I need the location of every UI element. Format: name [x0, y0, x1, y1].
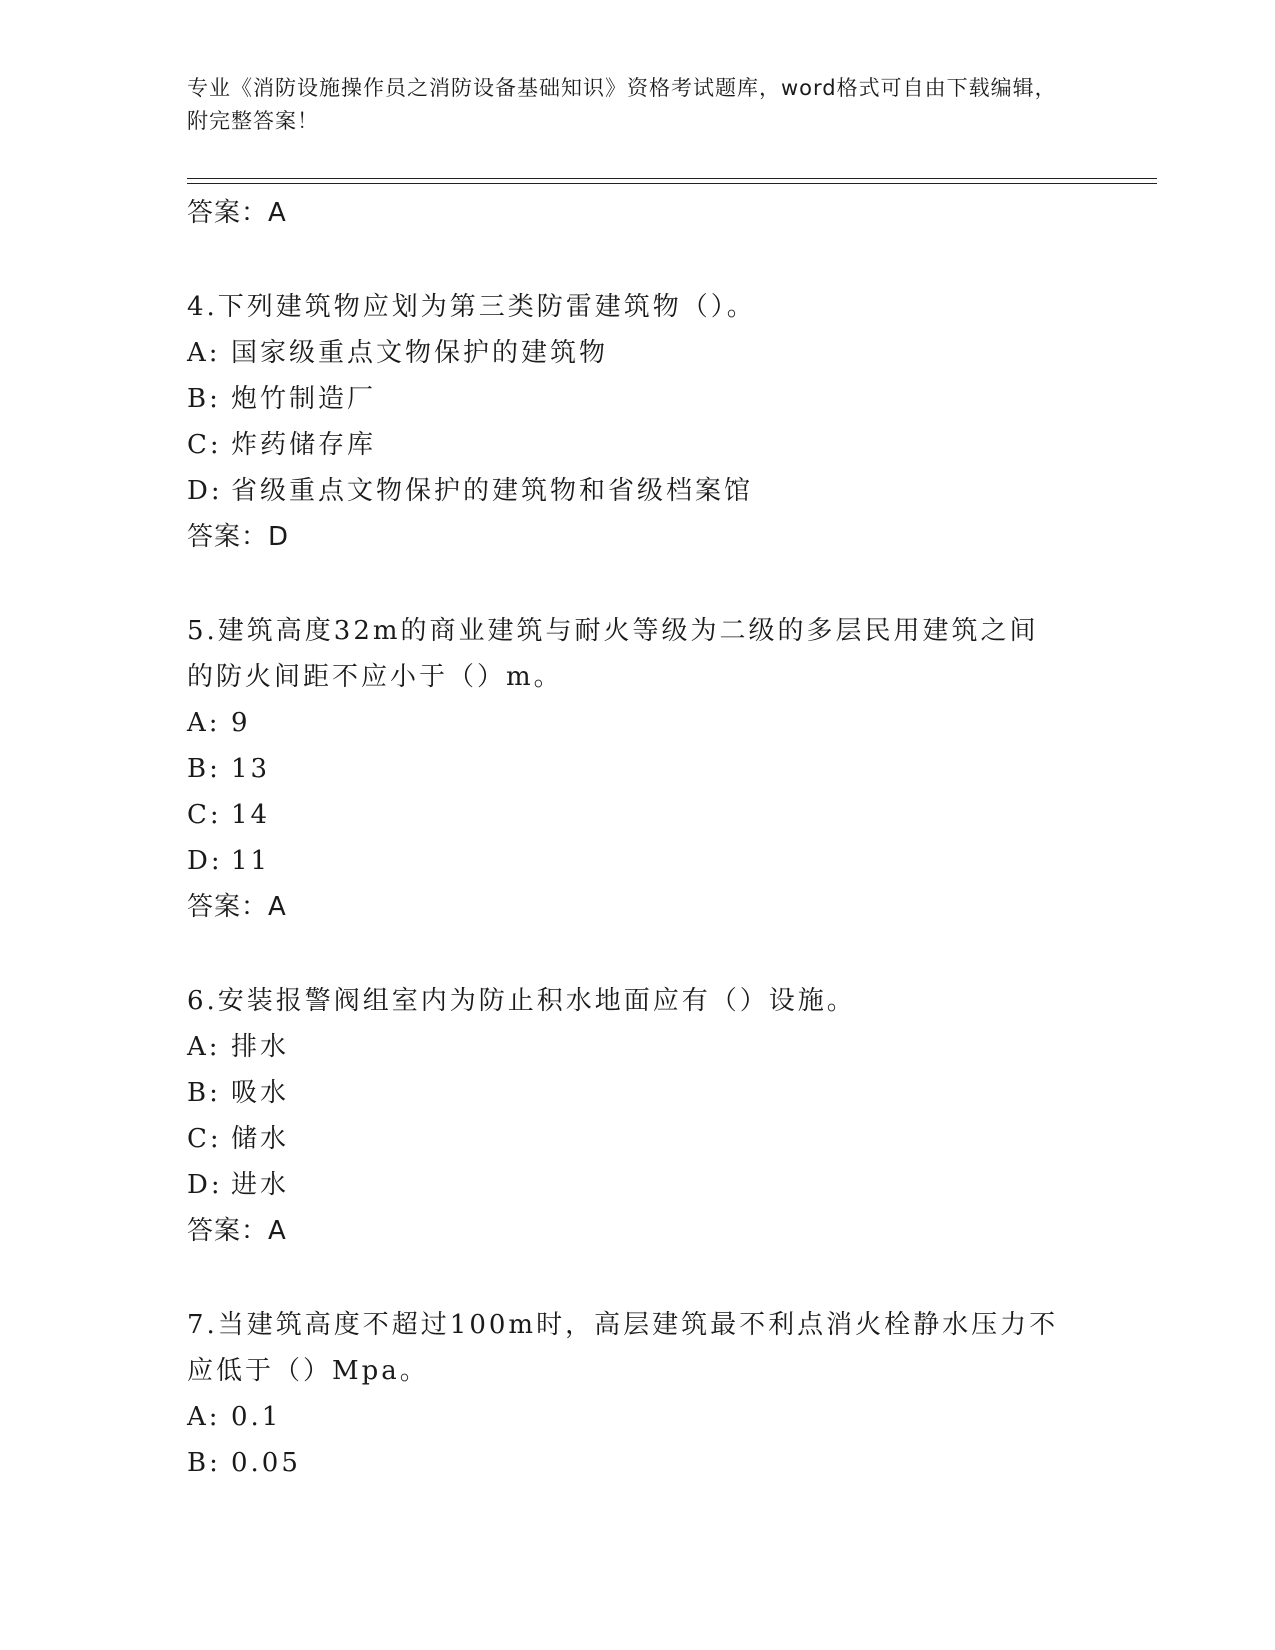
option-text: 炸药储存库 — [231, 430, 377, 460]
option-a — [187, 1024, 1087, 1070]
option-b — [187, 376, 1087, 422]
question-stem: 6.安装报警阀组室内为防止积水地面应有（）设施。 — [187, 986, 856, 1016]
option-text: 13 — [231, 754, 271, 784]
option-text: 14 — [231, 800, 271, 830]
question-stem: 5.建筑高度32m的商业建筑与耐火等级为二级的多层民用建筑之间的防火间距不应小于（）m。 — [187, 616, 1039, 692]
option-letter: D: — [187, 476, 223, 506]
header-note: 专业《消防设施操作员之消防设备基础知识》资格考试题库，word格式可自由下载编辑，附完整答案！ — [187, 76, 1057, 133]
option-a — [187, 330, 1087, 376]
question-stem: 4.下列建筑物应划为第三类防雷建筑物（）。 — [187, 292, 756, 322]
option-letter: B: — [187, 754, 221, 784]
option-letter: B: — [187, 384, 221, 414]
option-letter: C: — [187, 800, 222, 830]
header-rule-top — [187, 178, 1157, 179]
option-c — [187, 792, 1087, 838]
question-list — [187, 190, 1087, 1486]
option-text: 储水 — [231, 1124, 290, 1154]
option-d — [187, 468, 1087, 514]
option-a — [187, 1394, 1087, 1440]
option-d — [187, 838, 1087, 884]
option-text: 9 — [231, 708, 251, 738]
option-text: 吸水 — [231, 1078, 290, 1108]
answer-line: 答案：A — [187, 892, 287, 922]
question-6 — [187, 978, 1087, 1254]
option-letter: A: — [187, 708, 221, 738]
option-b — [187, 746, 1087, 792]
option-letter: C: — [187, 1124, 222, 1154]
question-4 — [187, 284, 1087, 560]
option-text: 0.1 — [231, 1402, 282, 1432]
option-b — [187, 1070, 1087, 1116]
option-a — [187, 700, 1087, 746]
answer-line: 答案：D — [187, 522, 290, 552]
question-stem: 7.当建筑高度不超过100m时，高层建筑最不利点消火栓静水压力不应低于（）Mpa。 — [187, 1310, 1059, 1386]
option-d — [187, 1162, 1087, 1208]
option-text: 进水 — [231, 1170, 290, 1200]
answer-line: 答案：A — [187, 1216, 287, 1246]
option-text: 11 — [231, 846, 271, 876]
option-text: 排水 — [231, 1032, 290, 1062]
option-letter: D: — [187, 1170, 223, 1200]
option-letter: C: — [187, 430, 222, 460]
option-b — [187, 1440, 1087, 1486]
option-text: 0.05 — [231, 1448, 301, 1478]
question-5 — [187, 608, 1087, 930]
option-letter: B: — [187, 1448, 221, 1478]
option-letter: B: — [187, 1078, 221, 1108]
option-letter: A: — [187, 1402, 221, 1432]
option-c — [187, 1116, 1087, 1162]
option-text: 炮竹制造厂 — [231, 384, 377, 414]
header-rule-bottom — [187, 183, 1157, 184]
option-text: 国家级重点文物保护的建筑物 — [231, 338, 609, 368]
option-letter: D: — [187, 846, 223, 876]
question-7 — [187, 1302, 1087, 1486]
option-letter: A: — [187, 338, 221, 368]
option-text: 省级重点文物保护的建筑物和省级档案馆 — [231, 476, 754, 506]
option-c — [187, 422, 1087, 468]
answer-line: 答案：A — [187, 198, 287, 228]
option-letter: A: — [187, 1032, 221, 1062]
